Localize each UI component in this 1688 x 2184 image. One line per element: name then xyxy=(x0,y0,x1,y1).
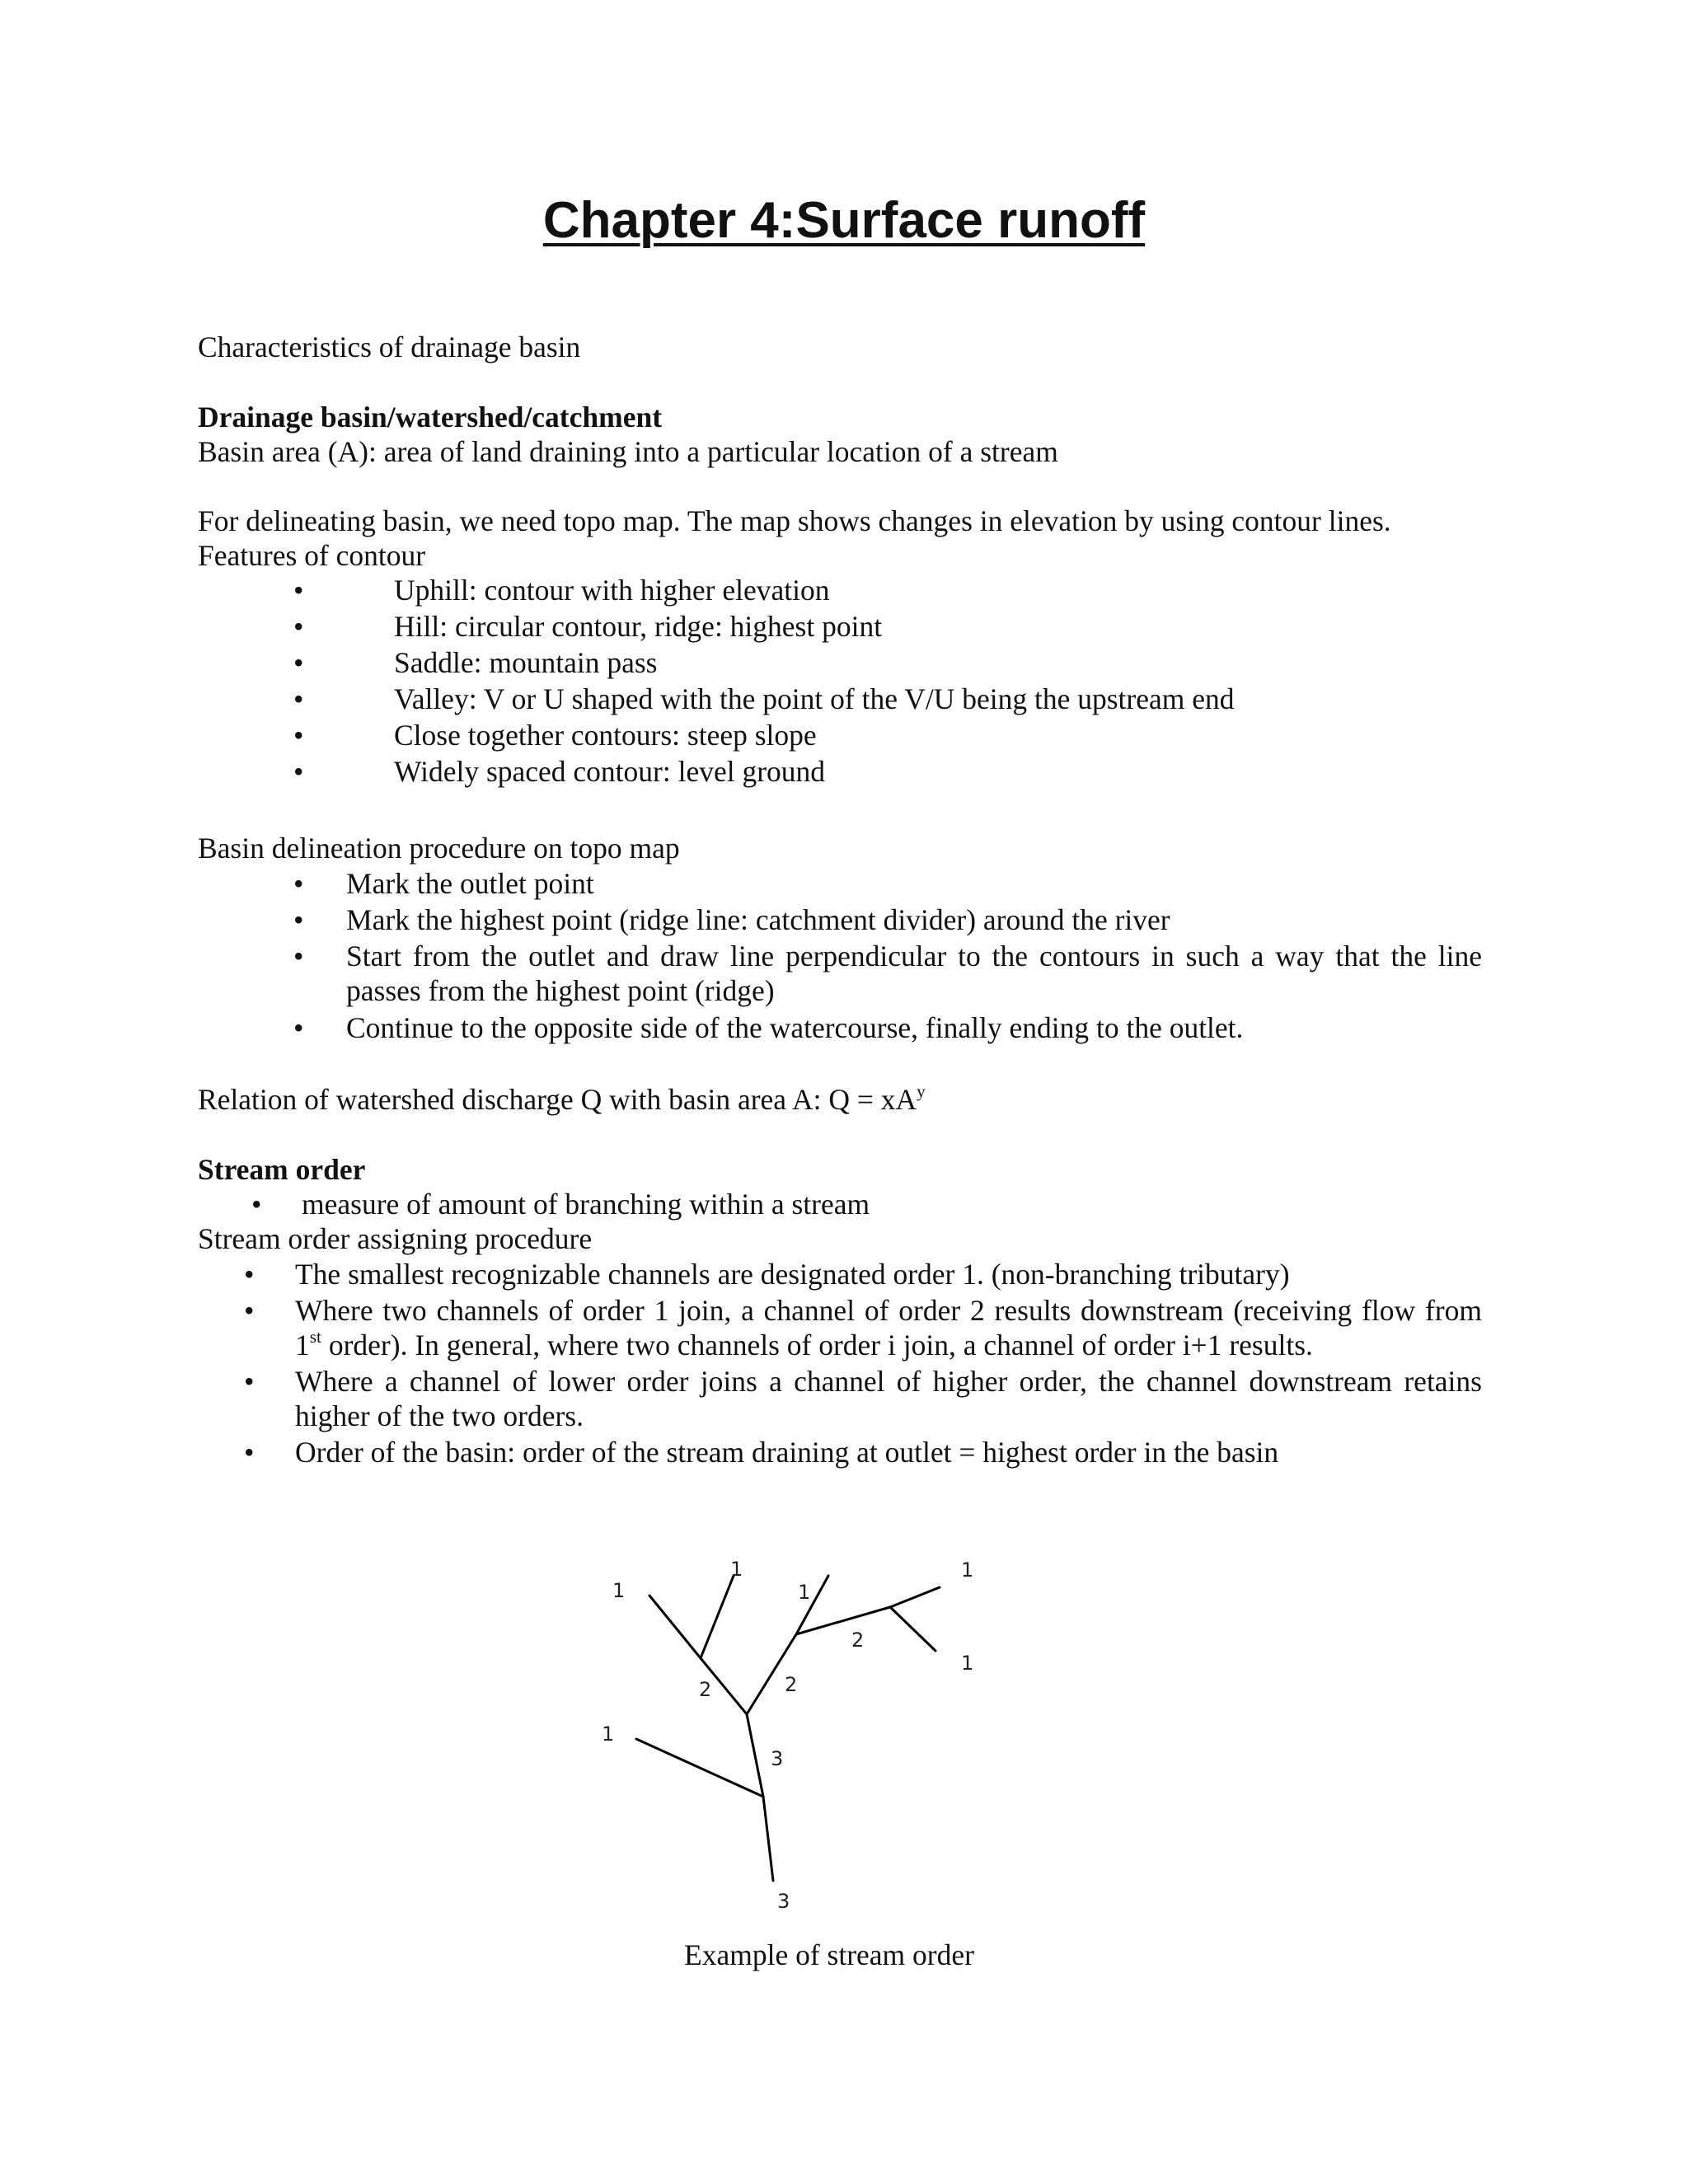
order-label: 1 xyxy=(602,1722,615,1746)
page-title: Chapter 4:Surface runoff xyxy=(542,192,1146,249)
list-item: Where a channel of lower order joins a channel of higher order, the channel downstream retains xyxy=(295,1365,1482,1398)
list-item: The smallest recognizable channels are designated order 1. (non-branching tributary) xyxy=(295,1258,1290,1291)
ordinal-number: 1 xyxy=(295,1329,310,1361)
stream-order-heading: Stream order xyxy=(198,1153,366,1186)
list-item: Start from the outlet and draw line perpendicular to the contours in such a way that the line xyxy=(346,940,1482,972)
list-item: Mark the highest point (ridge line: catchment divider) around the river xyxy=(346,903,1170,936)
list-item-continuation: passes from the highest point (ridge) xyxy=(346,974,775,1007)
basin-area-text: Basin area (A): area of land draining into a particular location of a stream xyxy=(198,435,1058,468)
drainage-heading: Drainage basin/watershed/catchment xyxy=(198,401,663,434)
order-label: 2 xyxy=(699,1678,712,1701)
bullet-marker: • xyxy=(293,646,304,679)
delineation-heading: Basin delineation procedure on topo map xyxy=(198,832,680,865)
list-item: Continue to the opposite side of the watercourse, finally ending to the outlet. xyxy=(346,1011,1244,1044)
bullet-marker: • xyxy=(293,610,304,643)
bullet-marker: • xyxy=(244,1258,255,1291)
list-item: Hill: circular contour, ridge: highest point xyxy=(394,610,883,643)
list-item: Mark the outlet point xyxy=(346,867,594,900)
order-label: 1 xyxy=(798,1581,811,1604)
ordinal-suffix: st xyxy=(309,1327,321,1347)
bullet-marker: • xyxy=(293,1011,304,1044)
stream-segment xyxy=(890,1607,935,1651)
order-label: 2 xyxy=(851,1629,865,1652)
list-item: Where two channels of order 1 join, a channel of order 2 results downstream (receiving flow from xyxy=(295,1294,1482,1327)
stream-segment xyxy=(636,1739,763,1797)
order-label: 1 xyxy=(961,1652,974,1675)
intro-text: Characteristics of drainage basin xyxy=(198,330,581,363)
bullet-marker: • xyxy=(293,940,304,972)
list-item: Valley: V or U shaped with the point of the V/U being the upstream end xyxy=(394,682,1235,715)
stream-order-definition: measure of amount of branching within a stream xyxy=(302,1188,870,1221)
stream-segment xyxy=(763,1797,773,1881)
bullet-marker: • xyxy=(251,1188,262,1221)
procedure-label: Stream order assigning procedure xyxy=(198,1222,593,1255)
relation-exponent: y xyxy=(917,1081,926,1102)
stream-segment xyxy=(890,1587,940,1607)
features-label: Features of contour xyxy=(198,539,426,572)
order-label: 2 xyxy=(785,1673,798,1696)
list-item: Widely spaced contour: level ground xyxy=(394,755,826,788)
order-label: 1 xyxy=(730,1558,743,1581)
bullet-marker: • xyxy=(293,719,304,752)
list-item: Uphill: contour with higher elevation xyxy=(394,574,830,607)
list-item: Order of the basin: order of the stream draining at outlet = highest order in the basin xyxy=(295,1436,1279,1469)
rule-text: order). In general, where two channels of order i join, a channel of order i+1 results. xyxy=(321,1329,1313,1361)
bullet-marker: • xyxy=(293,867,304,900)
bullet-marker: • xyxy=(244,1436,255,1469)
bullet-marker: • xyxy=(293,755,304,788)
bullet-marker: • xyxy=(244,1365,255,1398)
order-label: 3 xyxy=(771,1747,784,1770)
stream-segment xyxy=(747,1714,763,1797)
topo-map-text: For delineating basin, we need topo map. The map shows changes in elevation by using contour lines. xyxy=(198,504,1391,537)
relation-text: Relation of watershed discharge Q with basin area A: Q = xA xyxy=(198,1083,917,1116)
order-label: 1 xyxy=(612,1579,626,1602)
stream-segment xyxy=(701,1576,734,1658)
bullet-marker: • xyxy=(244,1294,255,1327)
list-item-continuation: higher of the two orders. xyxy=(295,1399,584,1432)
list-item: Close together contours: steep slope xyxy=(394,719,817,752)
bullet-marker: • xyxy=(293,903,304,936)
stream-segment xyxy=(649,1596,701,1658)
order-label: 3 xyxy=(777,1890,790,1913)
diagram-caption: Example of stream order xyxy=(684,1938,974,1971)
bullet-marker: • xyxy=(293,574,304,607)
list-item: Saddle: mountain pass xyxy=(394,646,658,679)
order-label: 1 xyxy=(961,1558,974,1582)
bullet-marker: • xyxy=(293,682,304,715)
